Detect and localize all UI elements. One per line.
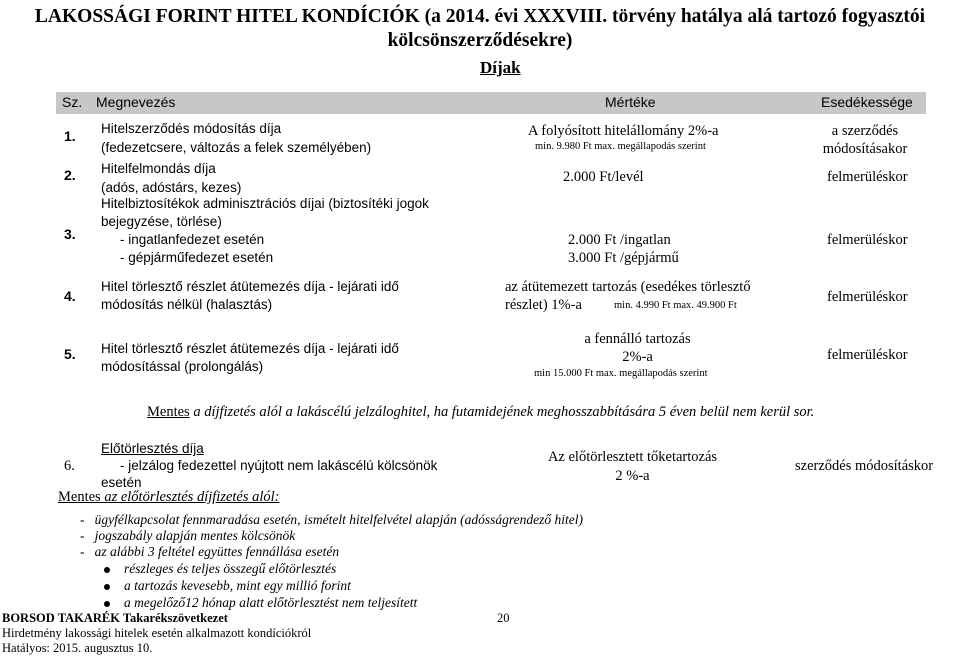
- header-col-due: Esedékessége: [821, 94, 913, 110]
- row3-desc-line3: - ingatlanfedezet esetén: [120, 232, 265, 247]
- row6-number: 6.: [64, 458, 75, 474]
- exempt-note: [147, 404, 814, 421]
- exempt-note-text: a díjfizetés alól a lakáscélú jelzáloghitel, ha futamidejének meghosszabbítására 5 éven belül nem kerül sor.: [189, 404, 815, 420]
- row2-number: 2.: [64, 167, 76, 183]
- row3-number: 3.: [64, 226, 76, 242]
- row3-due: felmerüléskor: [827, 232, 908, 248]
- exempt-note-lead: Mentes: [147, 404, 190, 420]
- exempt6-text: az előtörlesztés díjfizetés alól:: [100, 489, 280, 505]
- exempt6-dash-item-1: ügyfélkapcsolat fennmaradása esetén, ismételt hitelfelvétel alapján (adósságrendező hitel): [94, 512, 584, 527]
- row4-amount-line2: részlet) 1%-a: [505, 297, 582, 313]
- row1-desc-line2: (fedezetcsere, változás a felek személyében): [101, 140, 372, 155]
- exempt6-bullet-item-2: a tartozás kevesebb, mint egy millió forint: [124, 578, 351, 593]
- row4-amount-line1: az átütemezett tartozás (esedékes törlesztő: [505, 279, 751, 295]
- row4-desc-line2: módosítás nélkül (halasztás): [101, 297, 273, 312]
- exempt6-heading: [58, 489, 280, 506]
- row2-desc-line2: (adós, adóstárs, kezes): [101, 180, 242, 195]
- exempt6-dash-item-2: jogszabály alapján mentes kölcsönök: [94, 528, 296, 543]
- exempt6-bullet-item: [104, 561, 336, 577]
- exempt6-lead: Mentes: [58, 489, 101, 505]
- section-title: Díjak: [480, 58, 521, 77]
- row4-due: felmerüléskor: [827, 289, 908, 305]
- row3-desc-line2: bejegyzése, törlése): [101, 214, 222, 229]
- row6-amount-line1: Az előtörlesztett tőketartozás: [547, 449, 718, 465]
- row1-amount-note: min. 9.980 Ft max. megállapodás szerint: [535, 141, 706, 152]
- exempt6-dash-item: - ügyfélkapcsolat fennmaradása esetén, ismételt hitelfelvétel alapján (adósságrendező hitel): [80, 512, 584, 527]
- exempt6-dash-item: - jogszabály alapján mentes kölcsönök: [80, 528, 296, 543]
- exempt6-bullet-item-3: a megelőző12 hónap alatt előtörlesztést nem teljesített: [124, 595, 418, 610]
- row1-due-line1: a szerződés: [831, 123, 899, 139]
- row5-amount-note: min 15.000 Ft max. megállapodás szerint: [534, 368, 708, 379]
- exempt6-dash-item: - az alábbi 3 feltétel együttes fennállása esetén: [80, 544, 340, 559]
- row5-amount-line1: a fennálló tartozás: [584, 331, 691, 347]
- exempt6-bullet-item: [104, 578, 351, 594]
- row5-desc-line1: Hitel törlesztő részlet átütemezés díja - lejárati idő: [101, 341, 399, 356]
- row1-amount: A folyósított hitelállomány 2%-a: [528, 123, 719, 139]
- footer-doc-title: Hirdetmény lakossági hitelek esetén alkalmazott kondíciókról: [2, 626, 312, 640]
- row1-number: 1.: [64, 128, 76, 144]
- row5-amount-line2: 2%-a: [622, 349, 653, 365]
- bullet-icon: [104, 567, 110, 573]
- table-header-bar: [56, 92, 926, 114]
- exempt6-bullet-item-1: részleges és teljes összegű előtörlesztés: [124, 561, 337, 576]
- row5-number: 5.: [64, 346, 76, 362]
- exempt6-bullet-item: [104, 595, 417, 611]
- row3-desc-line1: Hitelbiztosítékok adminisztrációs díjai (biztosítéki jogok: [101, 196, 429, 211]
- row6-desc-title: Előtörlesztés díja: [101, 441, 204, 456]
- row3-amount-line1: 2.000 Ft /ingatlan: [568, 232, 671, 248]
- footer-company: BORSOD TAKARÉK Takarékszövetkezet: [2, 611, 228, 625]
- row4-number: 4.: [64, 288, 76, 304]
- header-col-name: Megnevezés: [96, 94, 176, 110]
- row6-desc-line2: - jelzálog fedezettel nyújtott nem lakáscélú kölcsönök: [120, 458, 438, 473]
- row5-desc-line2: módosítással (prolongálás): [101, 359, 264, 374]
- bullet-icon: [104, 601, 110, 607]
- header-col-amount: Mértéke: [605, 94, 656, 110]
- row6-amount-line2: 2 %-a: [615, 468, 650, 484]
- row5-due: felmerüléskor: [827, 347, 908, 363]
- row6-desc-line3: esetén: [101, 475, 142, 490]
- row2-due: felmerüléskor: [827, 169, 908, 185]
- row6-due: szerződés módosításkor: [795, 458, 934, 474]
- row3-amount-line2: 3.000 Ft /gépjármű: [568, 250, 679, 266]
- document-title-line1: LAKOSSÁGI FORINT HITEL KONDÍCIÓK (a 2014. évi XXXVIII. törvény hatálya alá tartozó fogyasztói: [34, 6, 926, 27]
- row3-desc-line4: - gépjárműfedezet esetén: [120, 250, 274, 265]
- row1-desc-line1: Hitelszerződés módosítás díja: [101, 121, 282, 136]
- row4-desc-line1: Hitel törlesztő részlet átütemezés díja - lejárati idő: [101, 279, 399, 294]
- row2-amount: 2.000 Ft/levél: [563, 169, 644, 185]
- row4-amount-note: min. 4.990 Ft max. 49.900 Ft: [614, 300, 737, 311]
- header-col-no: Sz.: [62, 94, 83, 110]
- row1-due-line2: módosításakor: [822, 141, 908, 157]
- footer-valid: Hatályos: 2015. augusztus 10.: [2, 641, 153, 655]
- bullet-icon: [104, 584, 110, 590]
- document-title-line2: kölcsönszerződésekre): [387, 30, 573, 51]
- row2-desc-line1: Hitelfelmondás díja: [101, 161, 216, 176]
- footer-page-number: 20: [497, 611, 510, 625]
- exempt6-dash-item-3: az alábbi 3 feltétel együttes fennállása esetén: [94, 544, 340, 559]
